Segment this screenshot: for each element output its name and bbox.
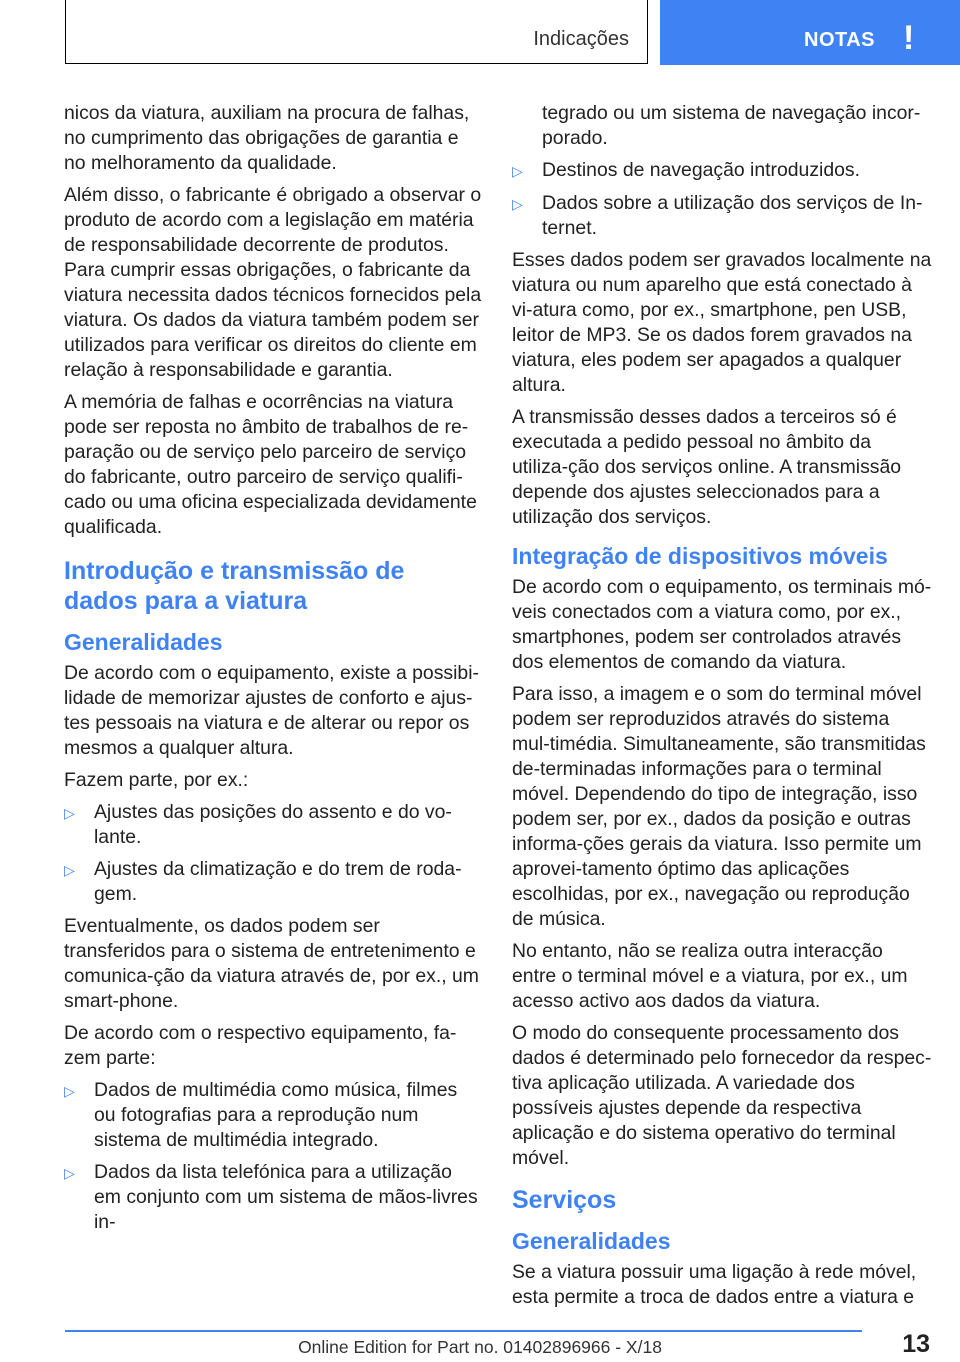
list-item: ▷ Ajustes da climatização e do trem de roda‐gem. bbox=[64, 858, 462, 905]
list-item: ▷ Dados da lista telefónica para a utilização em conjunto com um sistema de mãos-livres in‐ bbox=[64, 1161, 478, 1233]
paragraph: O modo do consequente processamento dos dados é determinado pelo fornecedor da respec‐tiva aplicação utilizada. A variedade dos possíveis ajustes depende da respectiva aplicação e do sistema operativo do terminal móvel. bbox=[512, 1022, 932, 1169]
bullet-triangle-icon: ▷ bbox=[64, 862, 75, 878]
list-item: ▷ Dados de multimédia como música, filmes ou fotografias para a reprodução num sistema de multimédia integrado. bbox=[64, 1079, 458, 1151]
bullet-triangle-icon: ▷ bbox=[64, 805, 75, 821]
heading-mobile-integration: Integração de dispositivos móveis bbox=[512, 543, 888, 569]
heading-data-introduction: Introdução e transmissão de dados para a viatura bbox=[64, 557, 405, 615]
footer-divider bbox=[65, 1330, 862, 1332]
left-column bbox=[64, 101, 484, 1242]
subheading-general: Generalidades bbox=[512, 1228, 671, 1254]
header-box bbox=[65, 0, 648, 64]
list-item: ▷ Destinos de navegação introduzidos. bbox=[512, 158, 932, 184]
paragraph: Para isso, a imagem e o som do terminal móvel podem ser reproduzidos através do sistema mul‐timédia. Simultaneamente, são transmitidas de‐terminadas informações para o terminal móvel. Dependendo do tipo de integração, isso podem ser, por ex., dados da posição e outras informa‐ções gerais da viatura. Isso permite um aprovei‐tamento óptimo das aplicações escolhidas, por ex., navegação ou reprodução de música. bbox=[512, 683, 926, 930]
list-item: ▷ Dados sobre a utilização dos serviços de In‐ternet. bbox=[512, 192, 923, 239]
exclamation-icon: ! bbox=[903, 19, 915, 57]
notes-tab-label: NOTAS bbox=[804, 29, 876, 51]
paragraph: No entanto, não se realiza outra interacção entre o terminal móvel e a viatura, por ex., um acesso activo aos dados da viatura. bbox=[512, 940, 908, 1012]
paragraph: A memória de falhas e ocorrências na viatura pode ser reposta no âmbito de trabalhos de re‐paração ou de serviço pelo parceiro de serviço do fabricante, outro parceiro de serviço qualifi‐cado ou uma oficina especializada devidamente qualificada. bbox=[64, 391, 477, 538]
paragraph: De acordo com o respectivo equipamento, fa‐zem parte: bbox=[64, 1022, 457, 1069]
paragraph: Fazem parte, por ex.: bbox=[64, 769, 249, 791]
paragraph: nicos da viatura, auxiliam na procura de falhas, no cumprimento das obrigações de garantia e no melhoramento da qualidade. bbox=[64, 102, 470, 174]
bullet-triangle-icon: ▷ bbox=[512, 163, 523, 179]
paragraph: Eventualmente, os dados podem ser transferidos para o sistema de entretenimento e comunica‐ção da viatura através de, por ex., um smart‐phone. bbox=[64, 915, 479, 1012]
paragraph: De acordo com o equipamento, os terminais mó‐veis conectados com a viatura como, por ex., smartphones, podem ser controlados através dos elementos de comando da viatura. bbox=[512, 576, 932, 673]
heading-services: Serviços bbox=[512, 1186, 617, 1214]
list-item: ▷ Ajustes das posições do assento e do vo‐lante. bbox=[64, 801, 452, 848]
list-item-continuation: tegrado ou um sistema de navegação incor‐porado. bbox=[542, 102, 921, 149]
bullet-triangle-icon: ▷ bbox=[64, 1165, 75, 1181]
bullet-triangle-icon: ▷ bbox=[512, 196, 523, 212]
section-title: Indicações bbox=[533, 28, 629, 50]
notes-tab[interactable] bbox=[660, 0, 960, 65]
right-column bbox=[512, 101, 932, 1317]
bullet-triangle-icon: ▷ bbox=[64, 1083, 75, 1099]
edition-info: Online Edition for Part no. 01402896966 - X/18 bbox=[298, 1337, 662, 1357]
paragraph: Esses dados podem ser gravados localmente na viatura ou num aparelho que está conectado à vi‐atura como, por ex., smartphone, pen USB, leitor de MP3. Se os dados forem gravados na viatura, eles podem ser apagados a qualquer altura. bbox=[512, 249, 932, 396]
paragraph: De acordo com o equipamento, existe a possibi‐lidade de memorizar ajustes de conforto e ajus‐tes pessoais na viatura e de alterar ou repor os mesmos a qualquer altura. bbox=[64, 662, 479, 759]
paragraph: A transmissão desses dados a terceiros só é executada a pedido pessoal no âmbito da utiliza‐ção dos serviços online. A transmissão depende dos ajustes seleccionados para a utilização dos serviços. bbox=[512, 406, 902, 528]
subheading-general: Generalidades bbox=[64, 629, 223, 655]
page-number: 13 bbox=[902, 1330, 930, 1358]
paragraph: Se a viatura possuir uma ligação à rede móvel, esta permite a troca de dados entre a viatura e bbox=[512, 1261, 917, 1308]
paragraph: Além disso, o fabricante é obrigado a observar o produto de acordo com a legislação em matéria de responsabilidade decorrente de produtos. Para cumprir essas obrigações, o fabricante da viatura necessita dados técnicos fornecidos pela viatura. Os dados da viatura também podem ser utilizados para verificar os direitos do cliente em relação à responsabilidade e garantia. bbox=[64, 184, 482, 381]
